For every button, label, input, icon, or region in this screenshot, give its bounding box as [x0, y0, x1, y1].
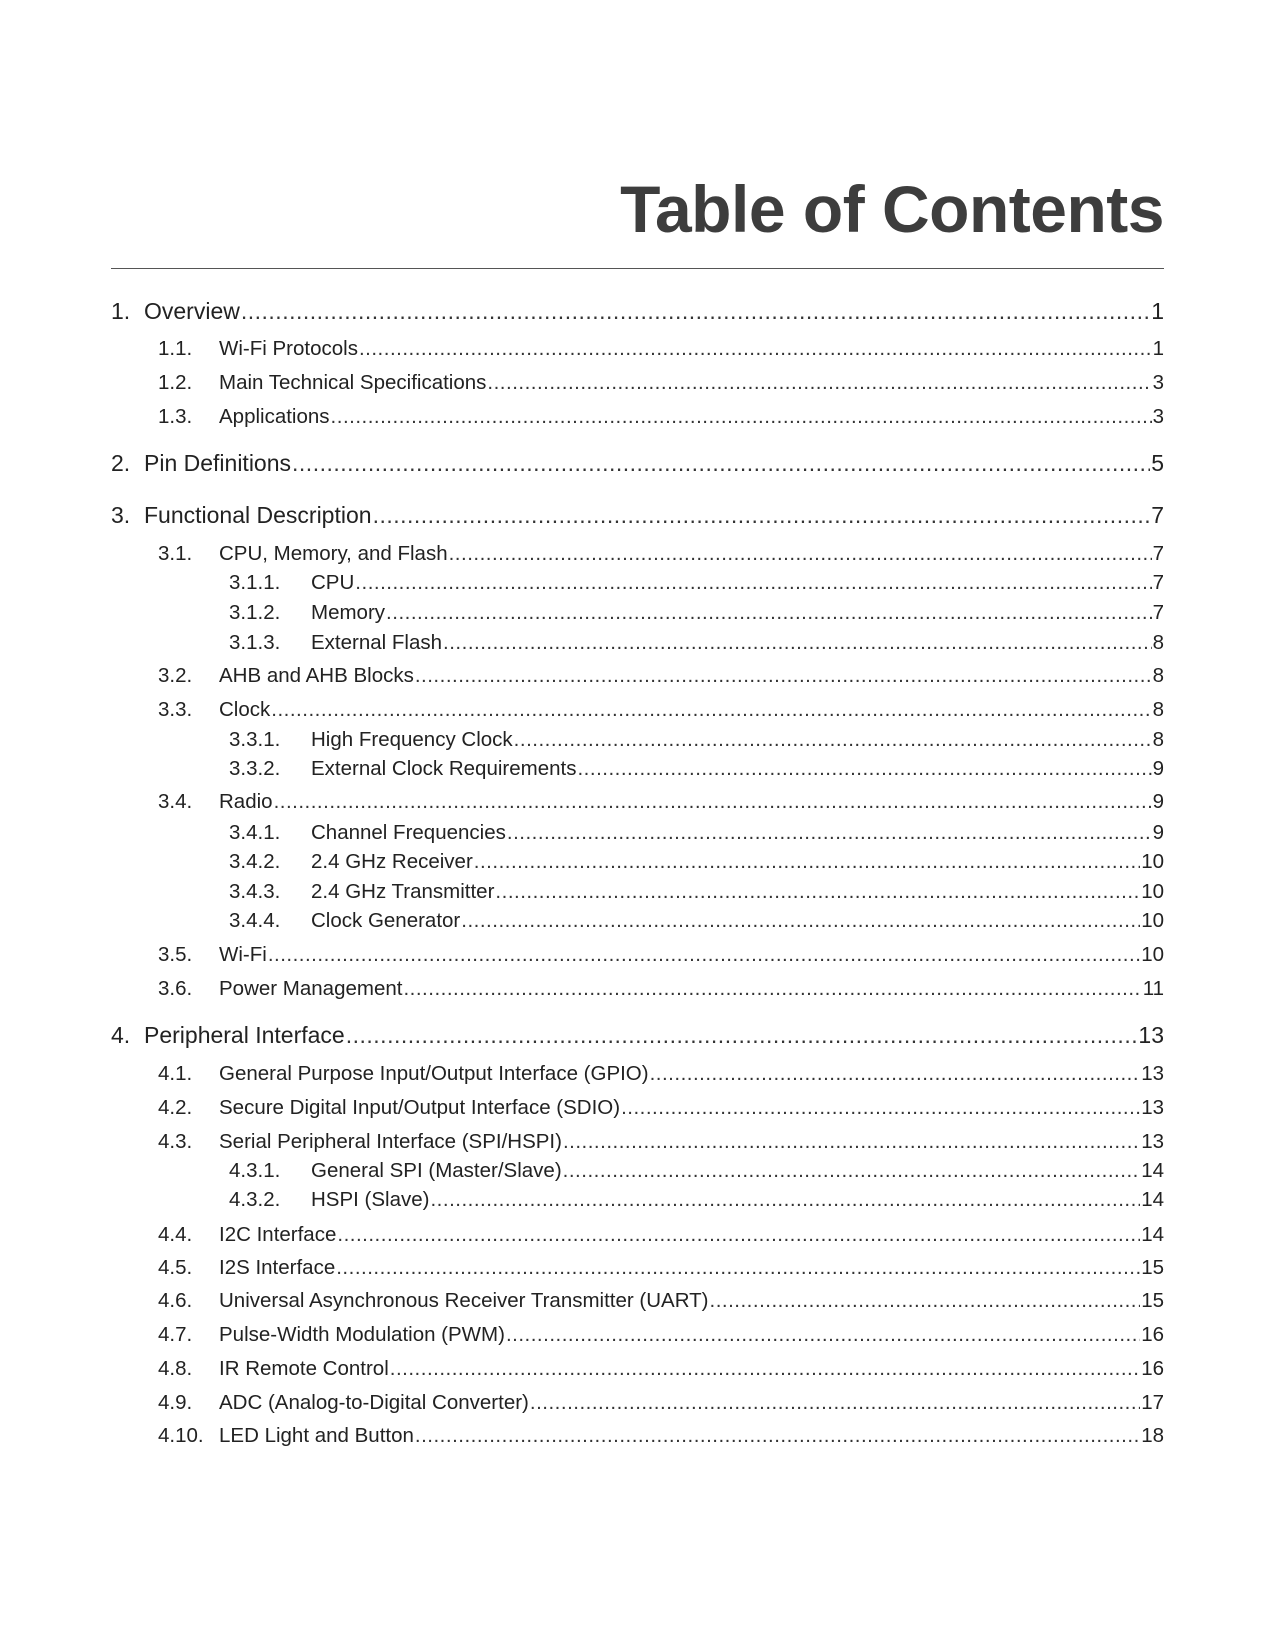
- toc-dot-leader: [621, 1096, 1140, 1120]
- toc-entry-adc[interactable]: [111, 1385, 1164, 1415]
- toc-dot-leader: [495, 880, 1140, 904]
- toc-dot-leader: [507, 821, 1152, 845]
- toc-entry-title: Main Technical Specifications: [219, 371, 487, 394]
- page-title: Table of Contents: [620, 172, 1164, 246]
- toc-entry-page: 13: [1141, 1062, 1164, 1085]
- toc-entry-number: 4.1.: [158, 1062, 193, 1085]
- toc-entry-memory[interactable]: [111, 595, 1164, 625]
- toc-dot-leader: [415, 664, 1152, 688]
- toc-entry-number: 3.4.4.: [229, 909, 281, 932]
- toc-entry-number: 3.4.2.: [229, 850, 281, 873]
- toc-entry-number: 1.1.: [158, 337, 193, 360]
- toc-entry-number: 1.2.: [158, 371, 193, 394]
- toc-entry-title: IR Remote Control: [219, 1357, 389, 1380]
- toc-entry-page: 1: [1152, 337, 1164, 360]
- toc-dot-leader: [474, 850, 1140, 874]
- toc-entry-number: 3.1.3.: [229, 631, 281, 654]
- toc-dot-leader: [449, 542, 1152, 566]
- toc-entry-page: 7: [1151, 502, 1164, 528]
- toc-entry-number: 4.6.: [158, 1289, 193, 1312]
- toc-entry-title: 2.4 GHz Receiver: [311, 850, 473, 873]
- toc-entry-title: Pulse-Width Modulation (PWM): [219, 1323, 505, 1346]
- toc-entry-title: Universal Asynchronous Receiver Transmitter (UART): [219, 1289, 709, 1312]
- toc-entry-title: I2C Interface: [219, 1223, 337, 1246]
- toc-entry-number: 4.10.: [158, 1424, 204, 1447]
- toc-entry-title: Radio: [219, 790, 273, 813]
- toc-entry-title: Clock: [219, 698, 271, 721]
- toc-entry-page: 10: [1141, 850, 1164, 873]
- toc-entry-functional-description[interactable]: [111, 499, 1164, 529]
- toc-entry-title: Channel Frequencies: [311, 821, 506, 844]
- toc-entry-title: General SPI (Master/Slave): [311, 1159, 562, 1182]
- toc-entry-title: Wi-Fi: [219, 943, 267, 966]
- toc-entry-page: 8: [1152, 728, 1164, 751]
- toc-entry-spi-hspi[interactable]: [111, 1124, 1164, 1154]
- toc-dot-leader: [710, 1289, 1141, 1313]
- toc-entry-page: 18: [1141, 1424, 1164, 1447]
- toc-entry-wifi-protocols[interactable]: [111, 331, 1164, 361]
- toc-entry-page: 16: [1141, 1323, 1164, 1346]
- toc-dot-leader: [337, 1223, 1140, 1247]
- toc-entry-title: Clock Generator: [311, 909, 461, 932]
- toc-entry-clock-generator[interactable]: [111, 903, 1164, 933]
- toc-dot-leader: [274, 790, 1152, 814]
- toc-entry-ir-remote-control[interactable]: [111, 1351, 1164, 1381]
- toc-entry-number: 3.3.2.: [229, 757, 281, 780]
- toc-entry-number: 4.9.: [158, 1391, 193, 1414]
- toc-entry-page: 8: [1152, 631, 1164, 654]
- toc-entry-cpu[interactable]: [111, 565, 1164, 595]
- toc-entry-title: Memory: [311, 601, 386, 624]
- toc-entry-gpio[interactable]: [111, 1056, 1164, 1086]
- toc-entry-title: Applications: [219, 405, 330, 428]
- toc-entry-pin-definitions[interactable]: [111, 447, 1164, 477]
- toc-entry-overview[interactable]: [111, 295, 1164, 325]
- toc-dot-leader: [577, 757, 1151, 781]
- toc-entry-number: 4.3.: [158, 1130, 193, 1153]
- toc-entry-title: Peripheral Interface: [144, 1022, 345, 1048]
- toc-dot-leader: [563, 1130, 1140, 1154]
- toc-entry-title: General Purpose Input/Output Interface (GPIO): [219, 1062, 649, 1085]
- toc-entry-title: Secure Digital Input/Output Interface (SDIO): [219, 1096, 621, 1119]
- toc-dot-leader: [331, 405, 1152, 429]
- toc-dot-leader: [241, 298, 1150, 325]
- toc-entry-main-technical-specifications[interactable]: [111, 365, 1164, 395]
- toc-entry-number: 3.1.1.: [229, 571, 281, 594]
- toc-entry-title: I2S Interface: [219, 1256, 336, 1279]
- toc-dot-leader: [403, 977, 1141, 1001]
- toc-entry-page: 15: [1141, 1256, 1164, 1279]
- toc-entry-page: 15: [1141, 1289, 1164, 1312]
- toc-entry-number: 3.3.1.: [229, 728, 281, 751]
- toc-entry-uart[interactable]: [111, 1283, 1164, 1313]
- toc-entry-page: 1: [1151, 298, 1164, 324]
- toc-entry-number: 4.: [111, 1022, 131, 1048]
- toc-entry-title: Functional Description: [144, 502, 372, 528]
- toc-entry-page: 14: [1141, 1188, 1164, 1211]
- toc-entry-external-flash[interactable]: [111, 625, 1164, 655]
- toc-entry-title: External Clock Requirements: [311, 757, 577, 780]
- toc-entry-i2s-interface[interactable]: [111, 1250, 1164, 1280]
- table-of-contents: [111, 0, 1164, 1650]
- toc-entry-number: 4.8.: [158, 1357, 193, 1380]
- toc-entry-power-management[interactable]: [111, 971, 1164, 1001]
- toc-entry-number: 3.3.: [158, 698, 193, 721]
- toc-entry-page: 8: [1152, 664, 1164, 687]
- toc-entry-number: 3.1.2.: [229, 601, 281, 624]
- toc-dot-leader: [415, 1424, 1140, 1448]
- toc-entry-page: 9: [1152, 790, 1164, 813]
- toc-dot-leader: [443, 631, 1152, 655]
- toc-entry-page: 7: [1152, 601, 1164, 624]
- toc-entry-title: 2.4 GHz Transmitter: [311, 880, 495, 903]
- toc-entry-number: 4.7.: [158, 1323, 193, 1346]
- toc-entry-page: 17: [1141, 1391, 1164, 1414]
- toc-entry-sdio[interactable]: [111, 1090, 1164, 1120]
- toc-entry-number: 3.4.: [158, 790, 193, 813]
- toc-entry-title: External Flash: [311, 631, 443, 654]
- toc-dot-leader: [336, 1256, 1140, 1280]
- toc-dot-leader: [563, 1159, 1141, 1183]
- toc-entry-page: 16: [1141, 1357, 1164, 1380]
- toc-entry-title: CPU, Memory, and Flash: [219, 542, 448, 565]
- toc-entry-number: 3.4.3.: [229, 880, 281, 903]
- toc-entry-number: 3.1.: [158, 542, 193, 565]
- toc-entry-title: High Frequency Clock: [311, 728, 513, 751]
- toc-entry-title: AHB and AHB Blocks: [219, 664, 414, 687]
- toc-entry-number: 3.6.: [158, 977, 193, 1000]
- toc-entry-title: CPU: [311, 571, 355, 594]
- toc-entry-number: 3.5.: [158, 943, 193, 966]
- toc-entry-external-clock-requirements[interactable]: [111, 751, 1164, 781]
- toc-entry-page: 7: [1152, 542, 1164, 565]
- toc-entry-hspi-slave[interactable]: [111, 1182, 1164, 1212]
- toc-dot-leader: [530, 1391, 1140, 1415]
- toc-dot-leader: [271, 698, 1151, 722]
- toc-entry-title: Serial Peripheral Interface (SPI/HSPI): [219, 1130, 562, 1153]
- toc-entry-applications[interactable]: [111, 399, 1164, 429]
- toc-entry-number: 4.3.2.: [229, 1188, 281, 1211]
- toc-entry-general-spi[interactable]: [111, 1153, 1164, 1183]
- toc-dot-leader: [386, 601, 1152, 625]
- toc-entry-page: 8: [1152, 698, 1164, 721]
- toc-dot-leader: [650, 1062, 1141, 1086]
- toc-entry-title: Pin Definitions: [144, 450, 292, 476]
- toc-entry-i2c-interface[interactable]: [111, 1217, 1164, 1247]
- toc-entry-pwm[interactable]: [111, 1317, 1164, 1347]
- toc-entry-page: 3: [1152, 371, 1164, 394]
- toc-dot-leader: [292, 450, 1150, 477]
- toc-entry-page: 3: [1152, 405, 1164, 428]
- toc-entry-page: 7: [1152, 571, 1164, 594]
- toc-entry-wifi[interactable]: [111, 937, 1164, 967]
- toc-entry-cpu-memory-flash[interactable]: [111, 536, 1164, 566]
- toc-entry-number: 1.3.: [158, 405, 193, 428]
- toc-dot-leader: [268, 943, 1140, 967]
- toc-dot-leader: [506, 1323, 1140, 1347]
- toc-dot-leader: [346, 1022, 1138, 1049]
- toc-entry-page: 10: [1141, 909, 1164, 932]
- toc-entry-number: 4.3.1.: [229, 1159, 281, 1182]
- toc-entry-channel-frequencies[interactable]: [111, 815, 1164, 845]
- toc-dot-leader: [373, 502, 1151, 529]
- toc-entry-led-light-and-button[interactable]: [111, 1418, 1164, 1448]
- toc-entry-page: 14: [1141, 1223, 1164, 1246]
- toc-entry-page: 10: [1141, 943, 1164, 966]
- toc-entry-radio[interactable]: [111, 784, 1164, 814]
- toc-entry-page: 9: [1152, 821, 1164, 844]
- toc-entry-page: 14: [1141, 1159, 1164, 1182]
- toc-dot-leader: [355, 571, 1151, 595]
- toc-entry-24ghz-receiver[interactable]: [111, 844, 1164, 874]
- toc-entry-peripheral-interface[interactable]: [111, 1019, 1164, 1049]
- toc-entry-title: Power Management: [219, 977, 403, 1000]
- toc-entry-number: 3.: [111, 502, 131, 528]
- toc-dot-leader: [514, 728, 1152, 752]
- toc-entry-high-frequency-clock[interactable]: [111, 722, 1164, 752]
- toc-entry-number: 2.: [111, 450, 131, 476]
- toc-entry-title: Overview: [144, 298, 240, 324]
- toc-entry-page: 13: [1138, 1022, 1164, 1048]
- toc-entry-page: 13: [1141, 1096, 1164, 1119]
- toc-entry-number: 3.2.: [158, 664, 193, 687]
- toc-entry-number: 4.2.: [158, 1096, 193, 1119]
- toc-entry-ahb-blocks[interactable]: [111, 658, 1164, 688]
- toc-entry-page: 11: [1142, 977, 1164, 1000]
- toc-dot-leader: [461, 909, 1140, 933]
- toc-dot-leader: [430, 1188, 1140, 1212]
- toc-entry-title: ADC (Analog-to-Digital Converter): [219, 1391, 529, 1414]
- toc-entry-page: 5: [1151, 450, 1164, 476]
- toc-entry-title: LED Light and Button: [219, 1424, 414, 1447]
- toc-entry-number: 1.: [111, 298, 131, 324]
- toc-entry-page: 13: [1141, 1130, 1164, 1153]
- toc-entry-page: 10: [1141, 880, 1164, 903]
- toc-dot-leader: [390, 1357, 1140, 1381]
- toc-entry-24ghz-transmitter[interactable]: [111, 874, 1164, 904]
- toc-dot-leader: [487, 371, 1151, 395]
- toc-entry-title: HSPI (Slave): [311, 1188, 430, 1211]
- toc-entry-title: Wi-Fi Protocols: [219, 337, 358, 360]
- toc-entry-page: 9: [1152, 757, 1164, 780]
- toc-entry-number: 3.4.1.: [229, 821, 281, 844]
- toc-entry-clock[interactable]: [111, 692, 1164, 722]
- toc-dot-leader: [359, 337, 1152, 361]
- toc-entry-number: 4.5.: [158, 1256, 193, 1279]
- toc-entry-number: 4.4.: [158, 1223, 193, 1246]
